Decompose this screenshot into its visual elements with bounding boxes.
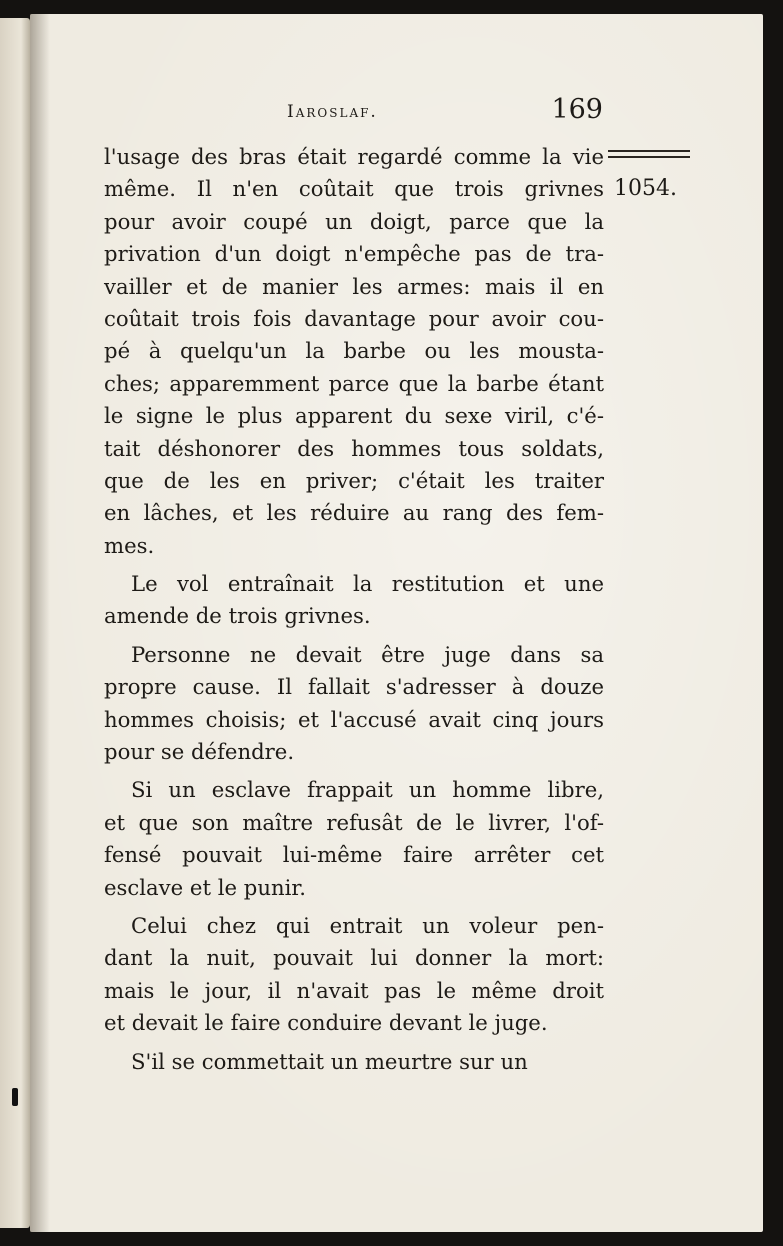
page-header xyxy=(103,94,603,130)
paragraph xyxy=(104,141,604,562)
margin-double-rule xyxy=(608,150,690,160)
text-line: Si un esclave frappait un homme libre, xyxy=(131,777,604,803)
paragraph xyxy=(104,639,604,769)
text-line: dant la nuit, pouvait lui donner la mort: xyxy=(104,945,604,971)
text-line: tait déshonorer des hommes tous soldats, xyxy=(104,435,604,461)
text-line: fensé pouvait lui-même faire arrêter cet xyxy=(104,842,604,868)
margin-year-note: 1054. xyxy=(614,176,677,201)
text-line: que de les en priver; c'était les traiter xyxy=(104,467,604,493)
page-gutter-shadow xyxy=(30,14,50,1232)
text-line: S'il se commettait un meurtre sur un xyxy=(131,1048,528,1074)
text-line: et devait le faire conduire devant le juge. xyxy=(104,1010,548,1036)
page-number: 169 xyxy=(551,94,603,125)
text-line: et que son maître refusât de le livrer, l'of- xyxy=(104,809,604,835)
text-line: pour avoir coupé un doigt, parce que la xyxy=(104,208,604,234)
body-text xyxy=(104,141,604,1078)
text-line: l'usage des bras était regardé comme la vie xyxy=(104,144,604,169)
text-line: amende de trois grivnes. xyxy=(104,603,371,629)
running-title: Iaroslaf. xyxy=(287,102,378,122)
text-line: esclave et le punir. xyxy=(104,874,306,900)
margin-rule-line xyxy=(608,156,690,158)
text-line: le signe le plus apparent du sexe viril, c'é- xyxy=(104,403,604,429)
paragraph xyxy=(104,910,604,1040)
text-line: pour se défendre. xyxy=(104,739,295,765)
facing-page-edge xyxy=(0,18,30,1228)
text-line: privation d'un doigt n'empêche pas de tra- xyxy=(104,241,604,267)
margin-rule-line xyxy=(608,150,690,152)
text-line: mes. xyxy=(104,532,155,558)
paragraph xyxy=(104,1046,604,1078)
text-line: même. Il n'en coûtait que trois grivnes xyxy=(104,176,604,202)
text-line: vailler et de manier les armes: mais il en xyxy=(104,273,604,299)
text-line: propre cause. Il fallait s'adresser à douze xyxy=(104,674,604,700)
text-line: pé à quelqu'un la barbe ou les mousta- xyxy=(104,338,604,364)
text-line: Celui chez qui entrait un voleur pen- xyxy=(131,912,604,938)
binding-mark xyxy=(12,1088,18,1106)
text-line: Le vol entraînait la restitution et une xyxy=(131,571,604,597)
text-line: hommes choisis; et l'accusé avait cinq jours xyxy=(104,706,604,732)
text-line: mais le jour, il n'avait pas le même droit xyxy=(104,977,604,1003)
text-line: en lâches, et les réduire au rang des fem- xyxy=(104,500,604,526)
text-line: ches; apparemment parce que la barbe étant xyxy=(104,370,604,396)
paragraph xyxy=(104,774,604,904)
paragraph xyxy=(104,568,604,633)
text-line: Personne ne devait être juge dans sa xyxy=(131,641,604,667)
text-line: coûtait trois fois davantage pour avoir cou- xyxy=(104,305,604,331)
